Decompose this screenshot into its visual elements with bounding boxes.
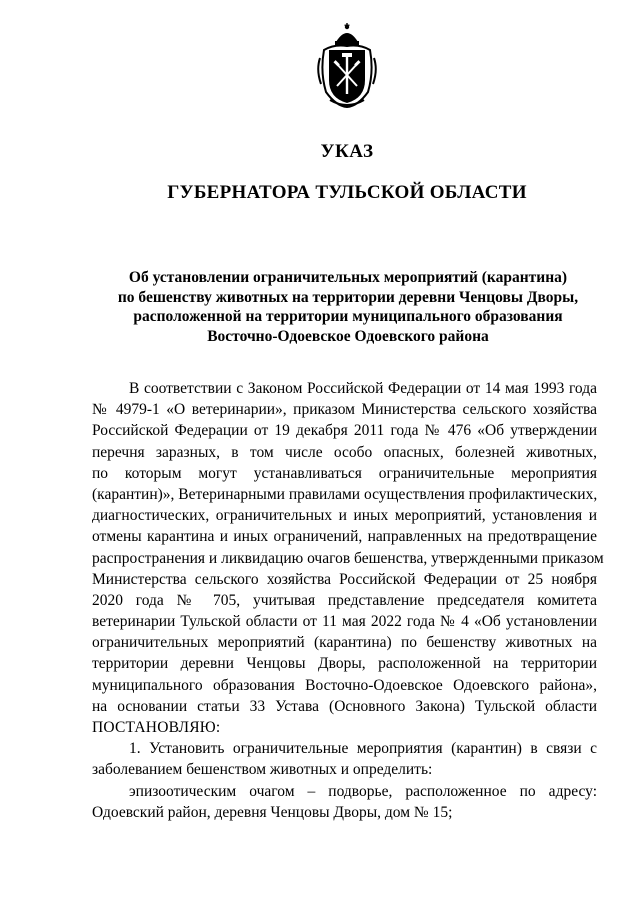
focus-line: эпизоотическим очагом – подворье, расположенное по адресу: (129, 782, 597, 800)
preamble-line: на основании статьи 33 Устава (Основного Закона) Тульской области (92, 697, 597, 715)
preamble-line: ветеринарии Тульской области от 11 мая 2022 года № 4 «Об установлении (92, 613, 597, 631)
item-1-line: 1. Установить ограничительные мероприятия (карантин) в связи с (129, 740, 597, 758)
preamble-line: ограничительных мероприятий (карантина) по бешенству животных на (92, 634, 597, 652)
subject-line: по бешенству животных на территории деревни Ченцовы Дворы, (117, 288, 579, 306)
preamble-line: диагностических, ограничительных и иных мероприятий, установления и (92, 507, 597, 525)
issuing-authority-title: ГУБЕРНАТОРА ТУЛЬСКОЙ ОБЛАСТИ (167, 182, 527, 203)
item-1-line: заболеванием бешенством животных и определить: (92, 761, 433, 779)
preamble-line: отмены карантина и иных ограничений, направленных на предотвращение (92, 528, 597, 546)
preamble-line: Министерства сельского хозяйства Российской Федерации от 25 ноября (92, 570, 597, 588)
preamble-line: 2020 года № 705, учитывая представление председателя комитета (92, 591, 597, 609)
preamble-line: № 4979-1 «О ветеринарии», приказом Министерства сельского хозяйства (92, 401, 597, 419)
preamble-line: муниципального образования Восточно-Одоевское Одоевского района», (92, 676, 597, 694)
subject-line: Об установлении ограничительных мероприятий (карантина) (128, 269, 568, 286)
decree-subject (92, 268, 604, 346)
decree-word: ПОСТАНОВЛЯЮ: (92, 719, 221, 736)
coat-of-arms-icon (316, 22, 378, 108)
preamble-line: территории деревни Ченцовы Дворы, расположенной на территории (92, 655, 597, 673)
preamble-line: В соответствии с Законом Российской Федерации от 14 мая 1993 года (129, 380, 597, 397)
focus-line: Одоевский район, деревня Ченцовы Дворы, дом № 15; (92, 803, 453, 821)
preamble-line: перечня заразных, в том числе особо опасных, болезней животных, (92, 443, 597, 461)
subject-line: расположенной на территории муниципального образования (133, 308, 563, 325)
preamble-line: распространения и ликвидацию очагов бешенства, утвержденными приказом (92, 549, 604, 567)
subject-line: Восточно-Одоевское Одоевского района (207, 327, 489, 345)
preamble-line: по которым могут устанавливаться ограничительные мероприятия (92, 464, 597, 482)
preamble-line: (карантин)», Ветеринарными правилами осуществления профилактических, (92, 485, 598, 503)
decree-body (92, 378, 604, 823)
preamble-line: Российской Федерации от 19 декабря 2011 года № 476 «Об утверждении (92, 422, 597, 440)
document-type-title: УКАЗ (320, 141, 374, 162)
